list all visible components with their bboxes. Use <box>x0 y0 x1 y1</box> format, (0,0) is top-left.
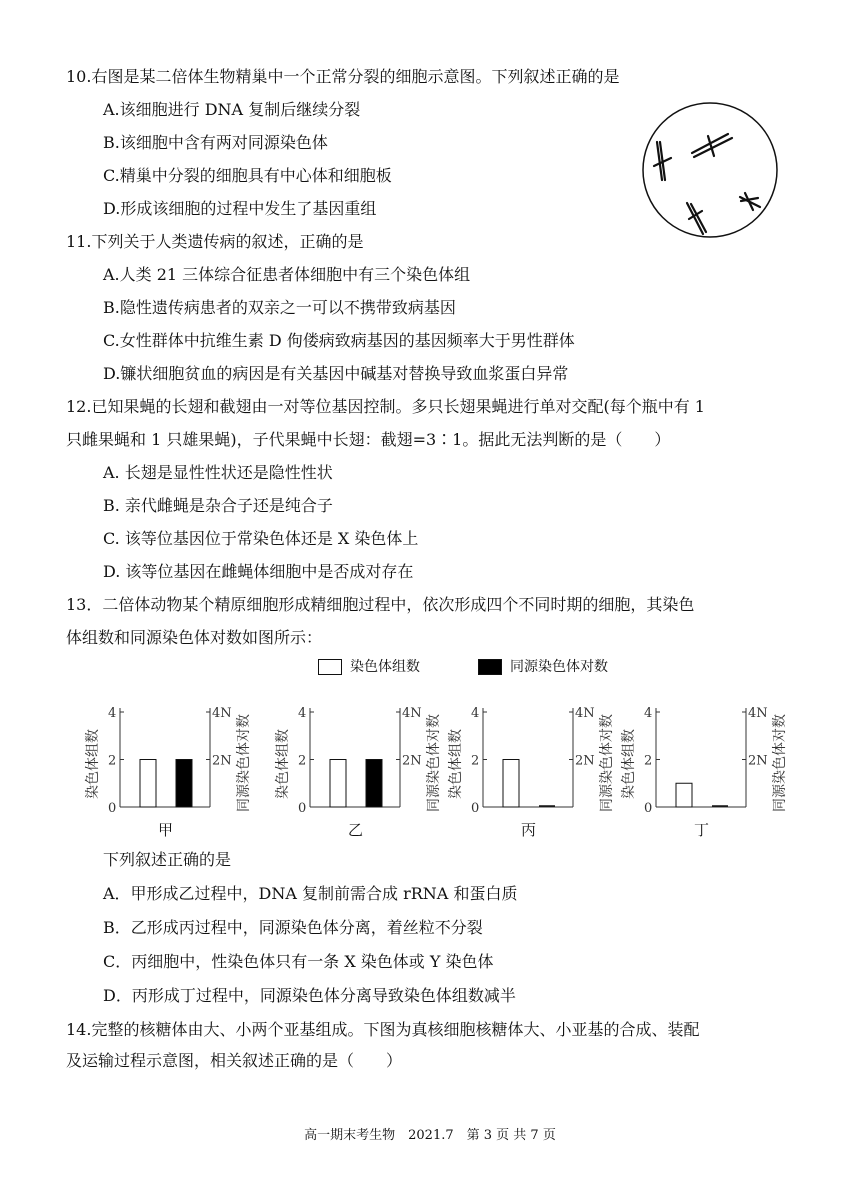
q13-stem-line1: 13．二倍体动物某个精原细胞形成精细胞过程中，依次形成四个不同时期的细胞，其染色 <box>66 595 695 614</box>
q11-option-b: B.隐性遗传病患者的双亲之一可以不携带致病基因 <box>103 298 456 317</box>
legend-label-homologous-pairs: 同源染色体对数 <box>510 659 608 675</box>
bar-chromosome-sets <box>330 760 346 808</box>
q13-lead: 下列叙述正确的是 <box>103 850 232 869</box>
q12-option-d: D. 该等位基因在雌蝇体细胞中是否成对存在 <box>103 562 414 581</box>
left-axis-label: 染色体组数 <box>275 729 291 799</box>
right-tick-label: 4N <box>212 706 232 721</box>
left-axis-label: 染色体组数 <box>448 729 464 799</box>
left-tick-label: 0 <box>644 801 653 816</box>
q12-stem-line1: 12.已知果蝇的长翅和截翅由一对等位基因控制。多只长翅果蝇进行单对交配(每个瓶中有 1 <box>66 397 705 416</box>
q10-option-b: B.该细胞中含有两对同源染色体 <box>103 133 328 152</box>
left-tick-label: 0 <box>471 801 480 816</box>
q12-option-b: B. 亲代雌蝇是杂合子还是纯合子 <box>103 496 333 515</box>
right-tick-label: 2N <box>575 753 595 769</box>
left-tick-label: 0 <box>298 801 307 816</box>
bar-homologous-pairs <box>176 760 192 808</box>
cell-diagram-figure <box>640 100 780 240</box>
left-tick-label: 4 <box>108 706 117 721</box>
q12-option-a: A. 长翅是显性性状还是隐性性状 <box>103 463 333 482</box>
right-tick-label: 4N <box>748 706 768 721</box>
q13-option-d: D．丙形成丁过程中，同源染色体分离导致染色体组数减半 <box>103 986 516 1005</box>
q10-option-d: D.形成该细胞的过程中发生了基因重组 <box>103 199 377 218</box>
panel-label: 丙 <box>521 821 537 839</box>
left-tick-label: 2 <box>298 753 307 769</box>
right-axis-label: 同源染色体对数 <box>236 714 252 812</box>
q13-option-c: C．丙细胞中，性染色体只有一条 X 染色体或 Y 染色体 <box>103 952 494 971</box>
right-tick-label: 2N <box>402 753 422 769</box>
q11-option-d: D.镰状细胞贫血的病因是有关基因中碱基对替换导致血浆蛋白异常 <box>103 364 569 383</box>
left-tick-label: 4 <box>471 706 480 721</box>
q14-stem-line2: 及运输过程示意图，相关叙述正确的是（ ） <box>66 1051 403 1070</box>
bar-chromosome-sets <box>503 760 519 808</box>
left-tick-label: 2 <box>471 753 480 769</box>
q10-option-a: A.该细胞进行 DNA 复制后继续分裂 <box>103 100 361 119</box>
bar-charts <box>0 690 860 840</box>
legend-swatch-empty <box>318 659 342 675</box>
q13-option-a: A．甲形成乙过程中，DNA 复制前需合成 rRNA 和蛋白质 <box>103 884 518 903</box>
bar-chromosome-sets <box>140 760 156 808</box>
left-tick-label: 4 <box>644 706 653 721</box>
legend-item-homologous-pairs <box>478 656 608 676</box>
right-tick-label: 4N <box>402 706 422 721</box>
page-footer: 高一期末考生物 2021.7 第 3 页 共 7 页 <box>304 1128 556 1143</box>
q10-option-c: C.精巢中分裂的细胞具有中心体和细胞板 <box>103 166 392 185</box>
right-tick-label: 2N <box>748 753 768 769</box>
left-tick-label: 2 <box>108 753 117 769</box>
left-tick-label: 0 <box>108 801 117 816</box>
panel-label: 乙 <box>348 821 364 839</box>
panel-label: 甲 <box>158 821 174 839</box>
chromosome-group <box>654 134 760 234</box>
legend-swatch-filled <box>478 659 502 675</box>
q14-stem-line1: 14.完整的核糖体由大、小两个亚基组成。下图为真核细胞核糖体大、小亚基的合成、装配 <box>66 1020 700 1039</box>
q11-option-c: C.女性群体中抗维生素 D 佝偻病致病基因的基因频率大于男性群体 <box>103 331 575 350</box>
right-axis-label: 同源染色体对数 <box>599 714 615 812</box>
bar-homologous-pairs <box>366 760 382 808</box>
q12-stem-line2: 只雌果蝇和 1 只雄果蝇)，子代果蝇中长翅：截翅=3∶1。据此无法判断的是（ ） <box>66 430 671 449</box>
q13-stem-line2: 体组数和同源染色体对数如图所示： <box>66 628 323 647</box>
legend-item-chromosome-sets <box>318 656 420 676</box>
left-tick-label: 2 <box>644 753 653 769</box>
q11-option-a: A.人类 21 三体综合征患者体细胞中有三个染色体组 <box>103 265 471 284</box>
panel-label: 丁 <box>694 821 710 839</box>
left-axis-label: 染色体组数 <box>85 729 101 799</box>
right-axis-label: 同源染色体对数 <box>426 714 442 812</box>
legend-label-chromosome-sets: 染色体组数 <box>350 659 420 675</box>
q13-option-b: B．乙形成丙过程中，同源染色体分离，着丝粒不分裂 <box>103 918 483 937</box>
right-tick-label: 2N <box>212 753 232 769</box>
q10-stem: 10.右图是某二倍体生物精巢中一个正常分裂的细胞示意图。下列叙述正确的是 <box>66 67 620 86</box>
q11-stem: 11.下列关于人类遗传病的叙述，正确的是 <box>66 232 364 251</box>
right-axis-label: 同源染色体对数 <box>772 714 788 812</box>
right-tick-label: 4N <box>575 706 595 721</box>
left-axis-label: 染色体组数 <box>621 729 637 799</box>
left-tick-label: 4 <box>298 706 307 721</box>
bar-chromosome-sets <box>676 783 692 807</box>
q12-option-c: C. 该等位基因位于常染色体还是 X 染色体上 <box>103 529 419 548</box>
